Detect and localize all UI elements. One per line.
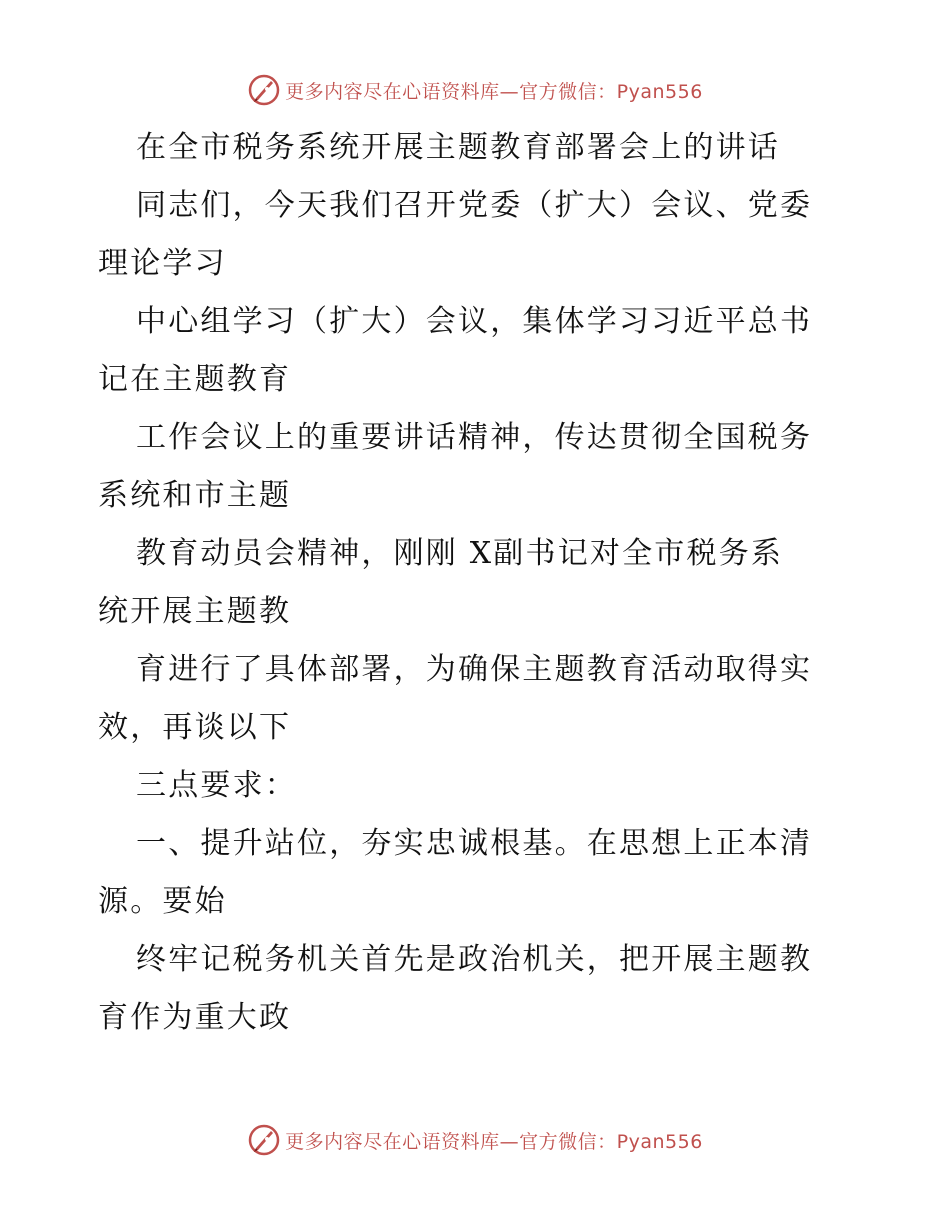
document-title: 在全市税务系统开展主题教育部署会上的讲话	[136, 130, 780, 165]
text-line: 系统和市主题	[98, 478, 292, 513]
header-banner-text: 更多内容尽在心语资料库—官方微信：Pyan556	[285, 80, 703, 103]
text-line: 同志们，今天我们召开党委（扩大）会议、党委	[136, 188, 813, 223]
text-line: 统开展主题教	[98, 594, 292, 629]
header-banner	[0, 70, 950, 110]
footer-banner	[0, 1120, 950, 1160]
quill-pen-logo-icon	[247, 73, 281, 107]
text-line: 育进行了具体部署，为确保主题教育活动取得实	[136, 652, 813, 687]
text-line: 工作会议上的重要讲话精神，传达贯彻全国税务	[136, 420, 813, 455]
text-line: 理论学习	[98, 246, 227, 281]
text-line: 记在主题教育	[98, 362, 292, 397]
text-line: 教育动员会精神，刚刚 X副书记对全市税务系	[136, 536, 784, 571]
footer-banner-text: 更多内容尽在心语资料库—官方微信：Pyan556	[285, 1130, 703, 1153]
text-line: 一、提升站位，夯实忠诚根基。在思想上正本清	[136, 826, 813, 861]
text-line: 终牢记税务机关首先是政治机关，把开展主题教	[136, 942, 813, 977]
quill-pen-logo-icon	[247, 1123, 281, 1157]
text-line: 效，再谈以下	[98, 710, 292, 745]
text-line: 源。要始	[98, 884, 227, 919]
text-line: 三点要求：	[136, 768, 297, 803]
text-line: 中心组学习（扩大）会议，集体学习习近平总书	[136, 304, 813, 339]
text-line: 育作为重大政	[98, 1000, 292, 1035]
